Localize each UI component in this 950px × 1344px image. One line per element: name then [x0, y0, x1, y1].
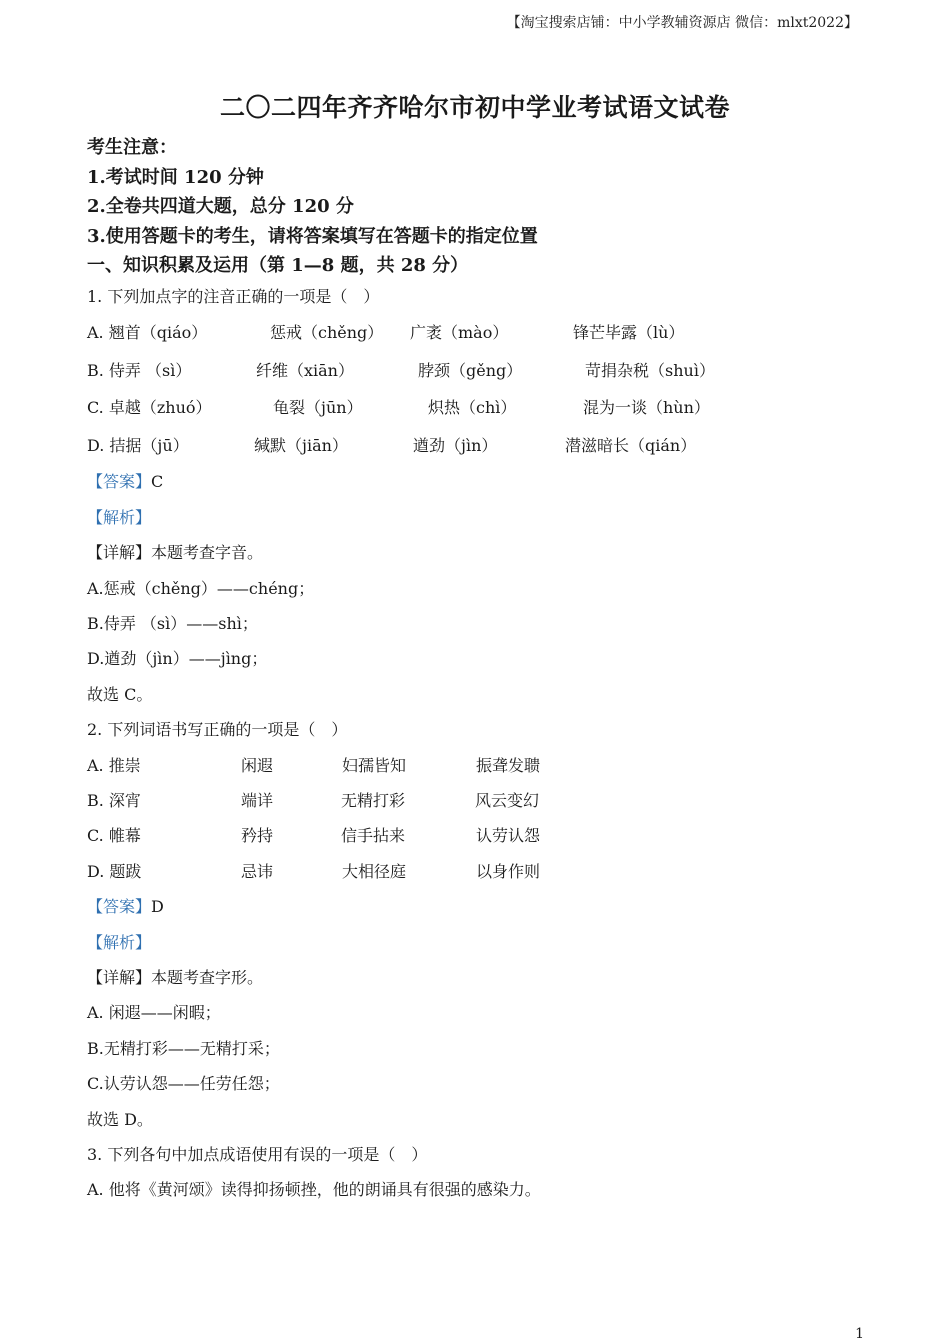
option-col: B. 侍弄 （sì）	[87, 360, 192, 380]
option-col: 遒劲（jìn）	[413, 435, 498, 455]
page-number: 1	[855, 1326, 864, 1342]
q2-option-b	[87, 783, 887, 818]
q2-detail: C.认劳认怨——任劳任怨；	[87, 1074, 280, 1094]
option-col: 以身作则	[476, 861, 541, 881]
notice-item: 2.全卷共四道大题，总分 120 分	[87, 196, 354, 218]
option-col: 锋芒毕露（lù）	[573, 323, 685, 343]
notice-item: 3.使用答题卡的考生，请将答案填写在答题卡的指定位置	[87, 225, 538, 247]
q1-option-b	[87, 352, 887, 390]
header-note: 【淘宝搜索店铺：中小学教辅资源店 微信：mlxt2022】	[506, 15, 858, 31]
q2-detail: B.无精打彩——无精打采；	[87, 1038, 280, 1058]
option-col: C. 卓越（zhuó）	[87, 398, 212, 418]
section-heading: 一、知识积累及运用（第 1—8 题，共 28 分）	[87, 255, 469, 277]
option-col: D. 题跋	[87, 861, 142, 881]
option-col: 认劳认怨	[476, 826, 541, 846]
option-col: 广袤（mào）	[410, 323, 509, 343]
q2-stem: 2. 下列词语书写正确的一项是（ ）	[87, 720, 348, 740]
q2-detail: A. 闲遐——闲暇；	[87, 1003, 221, 1023]
q2-answer	[87, 889, 887, 924]
answer-value: D	[151, 897, 164, 917]
exam-content	[87, 133, 887, 1208]
answer-tag: 【答案】	[87, 897, 152, 917]
q1-option-a	[87, 314, 887, 352]
option-col: 风云变幻	[475, 791, 540, 811]
option-col: 苛捐杂税（shuì）	[585, 360, 715, 380]
q1-option-d	[87, 427, 887, 465]
q1-answer	[87, 464, 887, 499]
option-col: 振聋发聩	[476, 755, 541, 775]
option-col: 缄默（jiān）	[254, 435, 348, 455]
option-col: A. 翘首（qiáo）	[87, 323, 208, 343]
answer-value: C	[151, 472, 164, 492]
q1-detail: 故选 C。	[87, 684, 153, 704]
option-col: 惩戒（chěng）	[270, 323, 384, 343]
option-col: 脖颈（gěng）	[418, 360, 523, 380]
option-col: 闲遐	[241, 755, 274, 775]
option-col: B. 深宵	[87, 791, 141, 811]
option-col: 潜滋暗长（qián）	[565, 435, 697, 455]
q2-analysis-tag: 【解析】	[87, 932, 152, 952]
option-col: 端详	[241, 791, 274, 811]
option-col: C. 帷幕	[87, 826, 141, 846]
q2-option-a	[87, 748, 887, 783]
option-col: 无精打彩	[341, 791, 406, 811]
option-col: 信手拈来	[341, 826, 406, 846]
option-col: 混为一谈（hùn）	[583, 398, 710, 418]
option-col: 忌讳	[241, 861, 274, 881]
q2-detail: 故选 D。	[87, 1109, 153, 1129]
option-col: 矜持	[241, 826, 274, 846]
option-col: 纤维（xiān）	[256, 360, 354, 380]
exam-title: 二〇二四年齐齐哈尔市初中学业考试语文试卷	[219, 93, 730, 122]
notice-item: 1.考试时间 120 分钟	[87, 166, 264, 188]
q2-option-d	[87, 854, 887, 889]
q1-detail: B.侍弄 （sì）——shì；	[87, 614, 258, 633]
option-col: D. 拮据（jū）	[87, 435, 189, 455]
q2-detail: 【详解】本题考查字形。	[87, 968, 264, 987]
option-col: 大相径庭	[342, 861, 407, 881]
q1-detail: D.遒劲（jìn）——jìng；	[87, 649, 268, 669]
answer-tag: 【答案】	[87, 472, 152, 492]
q2-option-c	[87, 818, 887, 853]
option-col: A. 推崇	[87, 755, 141, 775]
q1-option-c	[87, 389, 887, 427]
notice-heading: 考生注意：	[87, 137, 177, 158]
option-col: 妇孺皆知	[342, 755, 407, 775]
option-col: 炽热（chì）	[428, 398, 517, 418]
q1-detail: A.惩戒（chěng）——chéng；	[87, 578, 315, 598]
notice-block	[87, 133, 887, 281]
q3-stem: 3. 下列各句中加点成语使用有误的一项是（ ）	[87, 1145, 428, 1165]
q1-detail: 【详解】本题考查字音。	[87, 543, 264, 563]
q1-stem: 1. 下列加点字的注音正确的一项是（ ）	[87, 286, 380, 306]
option-col: 龟裂（jūn）	[273, 398, 363, 418]
q3-option-a: A. 他将《黄河颂》读得抑扬顿挫，他的朗诵具有很强的感染力。	[87, 1180, 541, 1200]
q1-analysis-tag: 【解析】	[87, 507, 152, 527]
